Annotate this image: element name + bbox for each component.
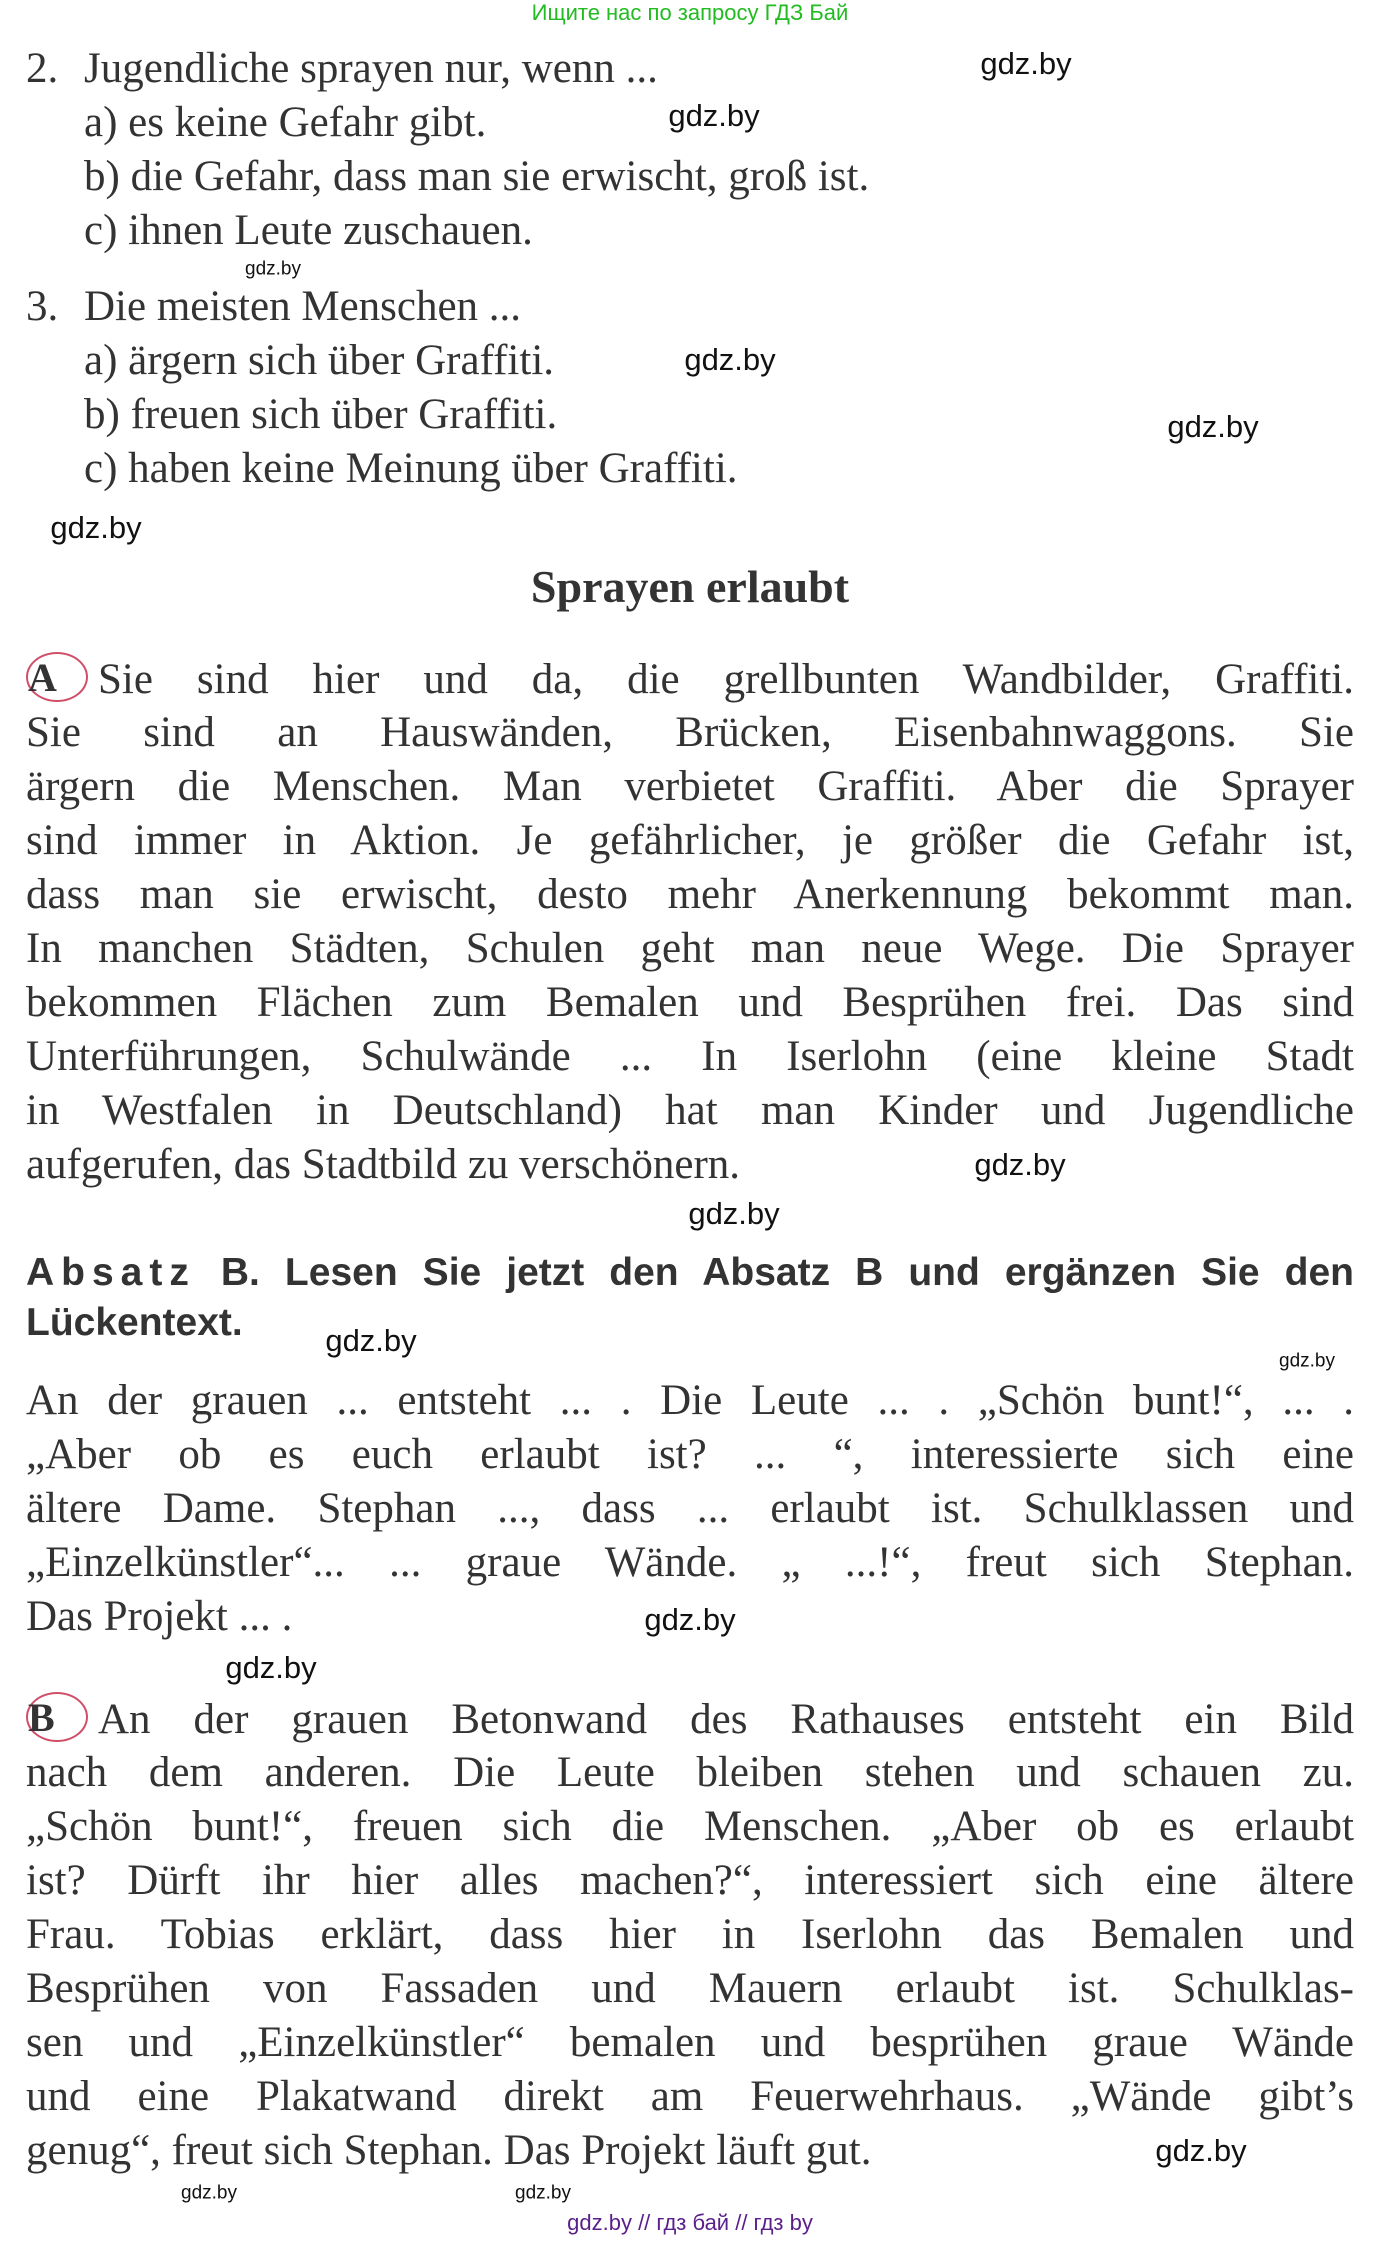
paragraph-a [26,652,1354,1192]
watermark: gdz.by [50,510,142,545]
watermark: gdz.by [1279,1350,1335,1372]
text-line: An der grauen Betonwand des Rathauses entsteht ein Bild [98,1696,1354,1743]
option: a) es keine Gefahr gibt. [84,99,487,146]
search-banner[interactable]: Ищите нас по запросу ГДЗ Бай [531,0,849,25]
text-line: nach dem anderen. Die Leute bleiben stehen und schauen zu. [26,1749,1354,1796]
watermark: gdz.by [225,1650,317,1685]
watermark: gdz.by [181,2182,237,2204]
text-line: Besprühen von Fassaden und Mauern erlaubt ist. Schulklas- [26,1965,1354,2012]
watermark: gdz.by [245,258,301,280]
text-line: ältere Dame. Stephan ..., dass ... erlaubt ist. Schulklassen und [26,1485,1354,1532]
text-line: aufgerufen, das Stadtbild zu verschönern. [26,1141,741,1188]
instruction-text: B. Lesen Sie jetzt den Absatz B und ergänzen Sie den [195,1251,1354,1294]
option: c) ihnen Leute zuschauen. [84,207,533,254]
watermark: gdz.by [980,46,1072,81]
text-line: in Westfalen in Deutschland) hat man Kinder und Jugendliche [26,1087,1354,1134]
text-line: dass man sie erwischt, desto mehr Anerkennung bekommt man. [26,871,1354,918]
paragraph-b [26,1692,1354,2178]
text-line: ist? Dürft ihr hier alles machen?“, interessiert sich eine ältere [26,1857,1354,1904]
watermark: gdz.by [684,342,776,377]
text-line: sind immer in Aktion. Je gefährlicher, je größer die Gefahr ist, [26,817,1354,864]
watermark: gdz.by [644,1602,736,1637]
option: c) haben keine Meinung über Graffiti. [84,445,738,492]
text-line: Sie sind an Hauswänden, Brücken, Eisenbahnwaggons. Sie [26,709,1354,756]
question-number: 2. [26,45,59,92]
paragraph-label-a: A [26,652,88,702]
text-line: bekommen Flächen zum Bemalen und Besprühen frei. Das sind [26,979,1354,1026]
text-line: genug“, freut sich Stephan. Das Projekt läuft gut. [26,2127,872,2174]
question-3 [26,280,1126,496]
watermark: gdz.by [974,1147,1066,1182]
option: b) freuen sich über Graffiti. [84,391,558,438]
text-line: Das Projekt ... . [26,1593,293,1640]
watermark: gdz.by [688,1196,780,1231]
text-line: „Schön bunt!“, freuen sich die Menschen. „Aber ob es erlaubt [26,1803,1354,1850]
task-instruction [26,1248,1354,1348]
option: b) die Gefahr, dass man sie erwischt, groß ist. [84,153,870,200]
text-line: Frau. Tobias erklärt, dass hier in Iserlohn das Bemalen und [26,1911,1354,1958]
question-number: 3. [26,283,59,330]
text-line: sen und „Einzelkünstler“ bemalen und besprühen graue Wände [26,2019,1354,2066]
watermark: gdz.by [325,1323,417,1358]
watermark: gdz.by [515,2182,571,2204]
text-line: Unterführungen, Schulwände ... In Iserlohn (eine kleine Stadt [26,1033,1354,1080]
text-line: In manchen Städten, Schulen geht man neue Wege. Die Sprayer [26,925,1354,972]
question-text: Die meisten Menschen ... [84,283,522,330]
option: a) ärgern sich über Graffiti. [84,337,555,384]
text-line: „Aber ob es euch erlaubt ist? ... “, interessierte sich eine [26,1431,1354,1478]
text-line: An der grauen ... entsteht ... . Die Leute ... . „Schön bunt!“, ... . [26,1377,1354,1424]
text-line: „Einzelkünstler“... ... graue Wände. „ ...!“, freut sich Stephan. [26,1539,1354,1586]
instruction-label: Absatz [26,1251,196,1294]
question-text: Jugendliche sprayen nur, wenn ... [84,45,658,92]
watermark: gdz.by [1155,2133,1247,2168]
section-title: Sprayen erlaubt [530,561,850,612]
text-line: ärgern die Menschen. Man verbietet Graffiti. Aber die Sprayer [26,763,1354,810]
watermark: gdz.by [1167,409,1259,444]
text-line: und eine Plakatwand direkt am Feuerwehrhaus. „Wände gibt’s [26,2073,1354,2120]
watermark: gdz.by [668,98,760,133]
text-line: Sie sind hier und da, die grellbunten Wandbilder, Graffiti. [98,656,1354,703]
instruction-text: Lückentext. [26,1301,243,1344]
question-2 [26,42,1126,258]
footer-links[interactable]: gdz.by // гдз бай // гдз by [567,2210,813,2235]
paragraph-label-b: B [26,1692,88,1742]
